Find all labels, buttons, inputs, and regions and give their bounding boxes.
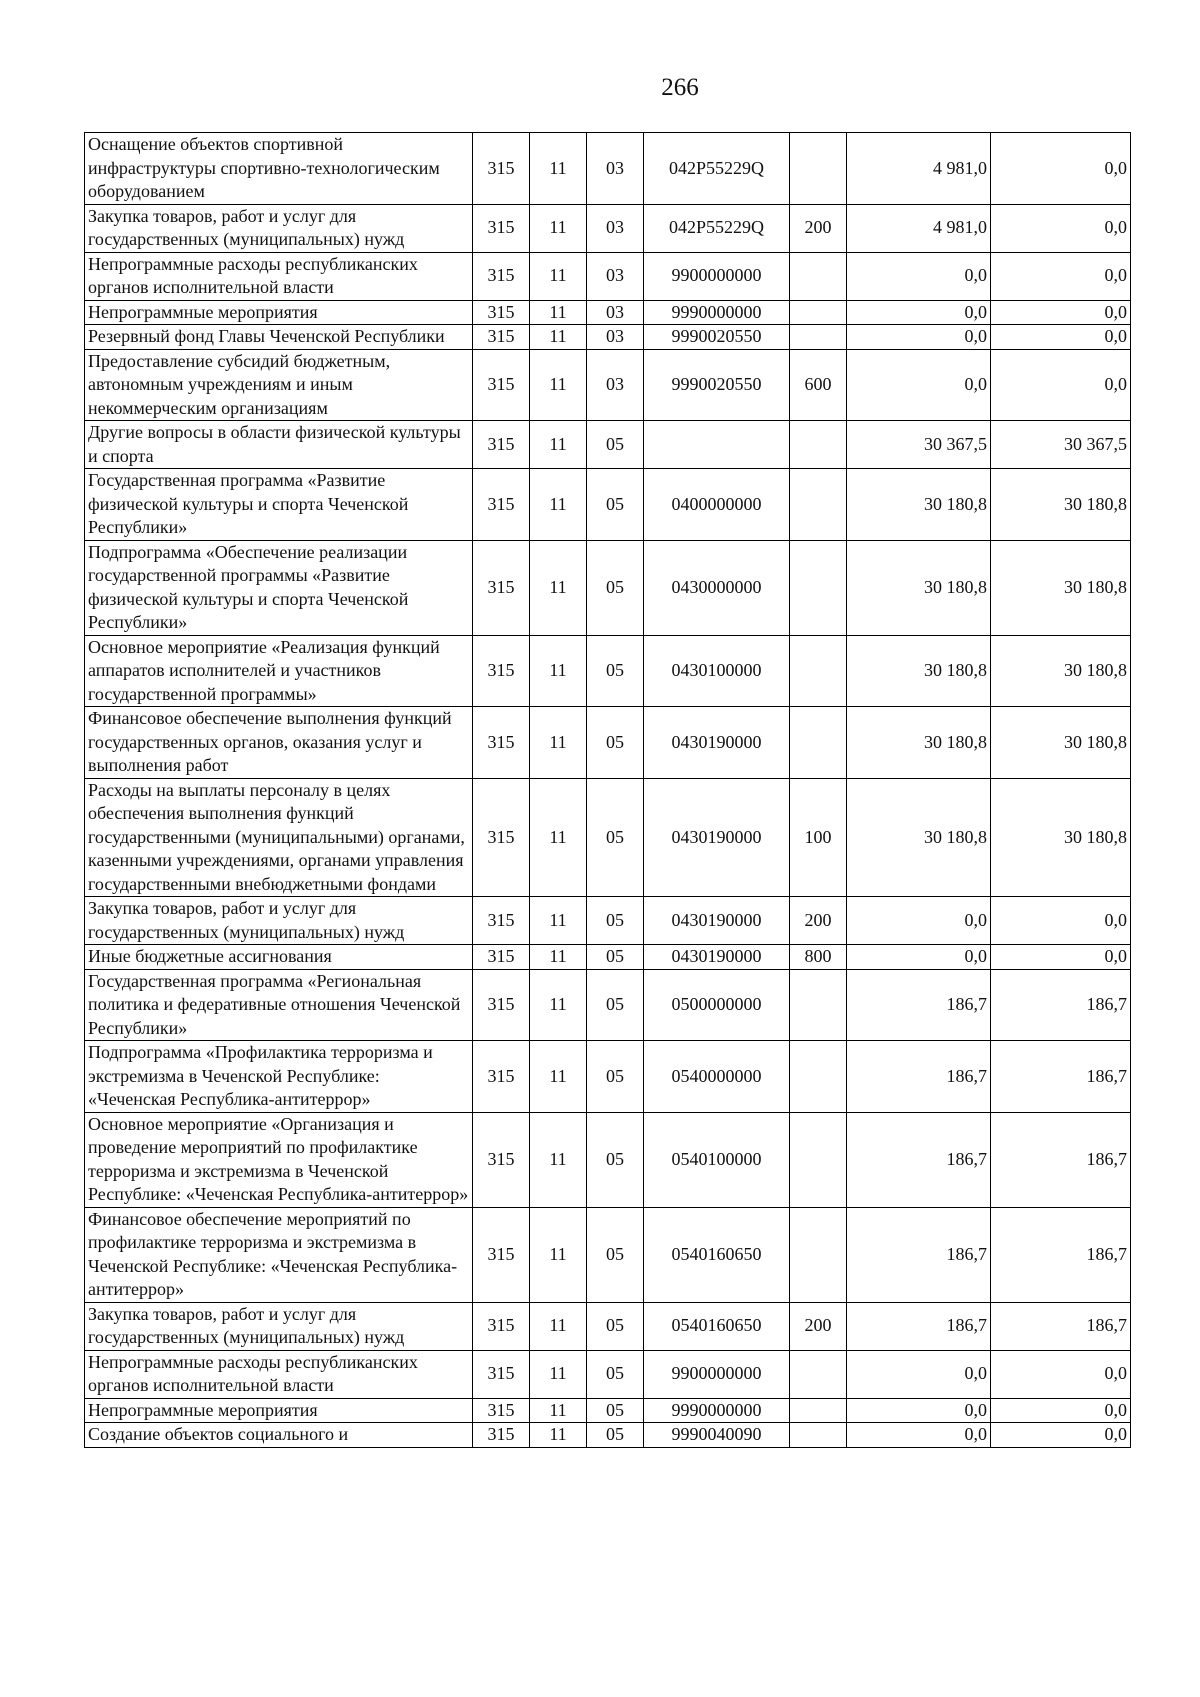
table-row <box>85 204 1131 252</box>
amount-2: 0,0 <box>991 349 1131 421</box>
section-code: 11 <box>530 1207 587 1302</box>
row-name: Резервный фонд Главы Чеченской Республики <box>85 325 473 350</box>
amount-1: 186,7 <box>847 969 991 1041</box>
subsection-code: 05 <box>587 945 644 970</box>
section-code: 11 <box>530 421 587 469</box>
table-row <box>85 469 1131 541</box>
ministry-code: 315 <box>473 1112 530 1207</box>
row-name: Закупка товаров, работ и услуг для государственных (муниципальных) нужд <box>85 1302 473 1350</box>
amount-2: 186,7 <box>991 1041 1131 1113</box>
expense-type-code <box>790 635 847 707</box>
expense-type-code <box>790 325 847 350</box>
amount-1: 4 981,0 <box>847 204 991 252</box>
table-row <box>85 707 1131 779</box>
amount-1: 30 367,5 <box>847 421 991 469</box>
table-row <box>85 300 1131 325</box>
expense-type-code: 100 <box>790 778 847 897</box>
ministry-code: 315 <box>473 945 530 970</box>
amount-2: 30 180,8 <box>991 469 1131 541</box>
expense-type-code <box>790 1207 847 1302</box>
ministry-code: 315 <box>473 349 530 421</box>
row-name: Непрограммные мероприятия <box>85 300 473 325</box>
subsection-code: 05 <box>587 1302 644 1350</box>
table-row <box>85 635 1131 707</box>
amount-1: 30 180,8 <box>847 469 991 541</box>
budget-table <box>84 132 1131 1448</box>
expense-type-code <box>790 540 847 635</box>
expense-type-code <box>790 707 847 779</box>
expense-type-code <box>790 1398 847 1423</box>
section-code: 11 <box>530 540 587 635</box>
section-code: 11 <box>530 469 587 541</box>
subsection-code: 03 <box>587 325 644 350</box>
row-name: Подпрограмма «Обеспечение реализации государственной программы «Развитие физической культуры и спорта Чеченской Республики» <box>85 540 473 635</box>
subsection-code: 03 <box>587 349 644 421</box>
expense-type-code: 200 <box>790 204 847 252</box>
section-code: 11 <box>530 1302 587 1350</box>
target-article-code: 042P55229Q <box>644 133 790 205</box>
expense-type-code <box>790 1350 847 1398</box>
section-code: 11 <box>530 252 587 300</box>
amount-2: 30 180,8 <box>991 540 1131 635</box>
target-article-code: 9990000000 <box>644 1398 790 1423</box>
row-name: Оснащение объектов спортивной инфраструктуры спортивно-технологическим оборудованием <box>85 133 473 205</box>
target-article-code <box>644 421 790 469</box>
expense-type-code <box>790 300 847 325</box>
ministry-code: 315 <box>473 635 530 707</box>
table-row <box>85 540 1131 635</box>
section-code: 11 <box>530 1112 587 1207</box>
amount-2: 0,0 <box>991 945 1131 970</box>
subsection-code: 03 <box>587 133 644 205</box>
expense-type-code <box>790 1041 847 1113</box>
subsection-code: 05 <box>587 1423 644 1448</box>
table-row <box>85 421 1131 469</box>
row-name: Основное мероприятие «Организация и проведение мероприятий по профилактике терроризма и экстремизма в Чеченской Республике: «Чеченская Республика-антитеррор» <box>85 1112 473 1207</box>
amount-1: 0,0 <box>847 1423 991 1448</box>
amount-1: 30 180,8 <box>847 707 991 779</box>
row-name: Создание объектов социального и <box>85 1423 473 1448</box>
amount-1: 186,7 <box>847 1302 991 1350</box>
ministry-code: 315 <box>473 1398 530 1423</box>
amount-2: 0,0 <box>991 1423 1131 1448</box>
amount-2: 0,0 <box>991 300 1131 325</box>
target-article-code: 0430190000 <box>644 778 790 897</box>
ministry-code: 315 <box>473 300 530 325</box>
table-row <box>85 778 1131 897</box>
amount-2: 0,0 <box>991 325 1131 350</box>
target-article-code: 0430000000 <box>644 540 790 635</box>
row-name: Непрограммные расходы республиканских органов исполнительной власти <box>85 252 473 300</box>
row-name: Закупка товаров, работ и услуг для государственных (муниципальных) нужд <box>85 897 473 945</box>
amount-1: 0,0 <box>847 1350 991 1398</box>
table-row <box>85 349 1131 421</box>
table-row <box>85 133 1131 205</box>
row-name: Государственная программа «Развитие физической культуры и спорта Чеченской Республики» <box>85 469 473 541</box>
subsection-code: 05 <box>587 1398 644 1423</box>
subsection-code: 05 <box>587 540 644 635</box>
ministry-code: 315 <box>473 1041 530 1113</box>
target-article-code: 0540000000 <box>644 1041 790 1113</box>
subsection-code: 05 <box>587 421 644 469</box>
expense-type-code <box>790 969 847 1041</box>
section-code: 11 <box>530 635 587 707</box>
amount-2: 0,0 <box>991 252 1131 300</box>
row-name: Финансовое обеспечение выполнения функций государственных органов, оказания услуг и выполнения работ <box>85 707 473 779</box>
amount-2: 0,0 <box>991 133 1131 205</box>
ministry-code: 315 <box>473 133 530 205</box>
target-article-code: 0430190000 <box>644 897 790 945</box>
amount-1: 0,0 <box>847 300 991 325</box>
row-name: Финансовое обеспечение мероприятий по профилактике терроризма и экстремизма в Чеченской Республике: «Чеченская Республика-антитеррор» <box>85 1207 473 1302</box>
section-code: 11 <box>530 945 587 970</box>
section-code: 11 <box>530 1398 587 1423</box>
table-row <box>85 969 1131 1041</box>
target-article-code: 0430190000 <box>644 945 790 970</box>
ministry-code: 315 <box>473 1350 530 1398</box>
expense-type-code <box>790 133 847 205</box>
amount-2: 30 180,8 <box>991 707 1131 779</box>
amount-2: 30 367,5 <box>991 421 1131 469</box>
expense-type-code: 800 <box>790 945 847 970</box>
amount-1: 0,0 <box>847 1398 991 1423</box>
table-row <box>85 1398 1131 1423</box>
ministry-code: 315 <box>473 1207 530 1302</box>
amount-1: 30 180,8 <box>847 778 991 897</box>
row-name: Предоставление субсидий бюджетным, автономным учреждениям и иным некоммерческим организациям <box>85 349 473 421</box>
row-name: Другие вопросы в области физической культуры и спорта <box>85 421 473 469</box>
expense-type-code: 200 <box>790 897 847 945</box>
target-article-code: 9990020550 <box>644 325 790 350</box>
amount-2: 0,0 <box>991 1350 1131 1398</box>
ministry-code: 315 <box>473 1423 530 1448</box>
amount-1: 0,0 <box>847 325 991 350</box>
amount-1: 0,0 <box>847 349 991 421</box>
target-article-code: 0540160650 <box>644 1207 790 1302</box>
row-name: Непрограммные мероприятия <box>85 1398 473 1423</box>
amount-2: 186,7 <box>991 969 1131 1041</box>
subsection-code: 03 <box>587 252 644 300</box>
ministry-code: 315 <box>473 204 530 252</box>
table-row <box>85 1423 1131 1448</box>
target-article-code: 0430100000 <box>644 635 790 707</box>
row-name: Закупка товаров, работ и услуг для государственных (муниципальных) нужд <box>85 204 473 252</box>
amount-1: 30 180,8 <box>847 540 991 635</box>
amount-2: 30 180,8 <box>991 635 1131 707</box>
amount-2: 0,0 <box>991 1398 1131 1423</box>
row-name: Иные бюджетные ассигнования <box>85 945 473 970</box>
table-row <box>85 1041 1131 1113</box>
subsection-code: 05 <box>587 707 644 779</box>
subsection-code: 05 <box>587 1350 644 1398</box>
target-article-code: 0540160650 <box>644 1302 790 1350</box>
amount-1: 0,0 <box>847 945 991 970</box>
section-code: 11 <box>530 1350 587 1398</box>
section-code: 11 <box>530 1423 587 1448</box>
amount-2: 0,0 <box>991 204 1131 252</box>
page-number: 266 <box>661 74 699 101</box>
table-row <box>85 1350 1131 1398</box>
ministry-code: 315 <box>473 325 530 350</box>
amount-1: 30 180,8 <box>847 635 991 707</box>
section-code: 11 <box>530 204 587 252</box>
amount-1: 0,0 <box>847 897 991 945</box>
expense-type-code <box>790 252 847 300</box>
amount-1: 186,7 <box>847 1041 991 1113</box>
amount-2: 186,7 <box>991 1302 1131 1350</box>
section-code: 11 <box>530 1041 587 1113</box>
row-name: Государственная программа «Региональная политика и федеративные отношения Чеченской Республики» <box>85 969 473 1041</box>
section-code: 11 <box>530 707 587 779</box>
subsection-code: 05 <box>587 1207 644 1302</box>
target-article-code: 9990020550 <box>644 349 790 421</box>
subsection-code: 05 <box>587 1112 644 1207</box>
expense-type-code <box>790 469 847 541</box>
expense-type-code: 200 <box>790 1302 847 1350</box>
subsection-code: 03 <box>587 204 644 252</box>
table-row <box>85 1302 1131 1350</box>
subsection-code: 05 <box>587 1041 644 1113</box>
subsection-code: 05 <box>587 897 644 945</box>
amount-1: 186,7 <box>847 1207 991 1302</box>
ministry-code: 315 <box>473 540 530 635</box>
ministry-code: 315 <box>473 969 530 1041</box>
section-code: 11 <box>530 325 587 350</box>
ministry-code: 315 <box>473 421 530 469</box>
target-article-code: 9990000000 <box>644 300 790 325</box>
table-row <box>85 897 1131 945</box>
expense-type-code <box>790 1112 847 1207</box>
table-row <box>85 325 1131 350</box>
amount-2: 186,7 <box>991 1112 1131 1207</box>
subsection-code: 03 <box>587 300 644 325</box>
table-row <box>85 945 1131 970</box>
amount-1: 4 981,0 <box>847 133 991 205</box>
target-article-code: 9900000000 <box>644 1350 790 1398</box>
amount-1: 186,7 <box>847 1112 991 1207</box>
row-name: Непрограммные расходы республиканских органов исполнительной власти <box>85 1350 473 1398</box>
section-code: 11 <box>530 133 587 205</box>
target-article-code: 9900000000 <box>644 252 790 300</box>
amount-2: 0,0 <box>991 897 1131 945</box>
ministry-code: 315 <box>473 252 530 300</box>
target-article-code: 9990040090 <box>644 1423 790 1448</box>
ministry-code: 315 <box>473 469 530 541</box>
section-code: 11 <box>530 897 587 945</box>
row-name: Подпрограмма «Профилактика терроризма и экстремизма в Чеченской Республике: «Чеченская Республика-антитеррор» <box>85 1041 473 1113</box>
ministry-code: 315 <box>473 778 530 897</box>
target-article-code: 0430190000 <box>644 707 790 779</box>
expense-type-code: 600 <box>790 349 847 421</box>
ministry-code: 315 <box>473 707 530 779</box>
table-row <box>85 1207 1131 1302</box>
subsection-code: 05 <box>587 635 644 707</box>
section-code: 11 <box>530 349 587 421</box>
amount-2: 186,7 <box>991 1207 1131 1302</box>
target-article-code: 0500000000 <box>644 969 790 1041</box>
section-code: 11 <box>530 300 587 325</box>
subsection-code: 05 <box>587 469 644 541</box>
subsection-code: 05 <box>587 969 644 1041</box>
amount-1: 0,0 <box>847 252 991 300</box>
amount-2: 30 180,8 <box>991 778 1131 897</box>
table-row <box>85 252 1131 300</box>
row-name: Основное мероприятие «Реализация функций аппаратов исполнителей и участников государственной программы» <box>85 635 473 707</box>
ministry-code: 315 <box>473 897 530 945</box>
row-name: Расходы на выплаты персоналу в целях обеспечения выполнения функций государственными (муниципальными) органами, казенными учреждениями, органами управления государственными внебюджетными фондами <box>85 778 473 897</box>
expense-type-code <box>790 421 847 469</box>
ministry-code: 315 <box>473 1302 530 1350</box>
target-article-code: 0540100000 <box>644 1112 790 1207</box>
section-code: 11 <box>530 778 587 897</box>
section-code: 11 <box>530 969 587 1041</box>
target-article-code: 0400000000 <box>644 469 790 541</box>
subsection-code: 05 <box>587 778 644 897</box>
expense-type-code <box>790 1423 847 1448</box>
target-article-code: 042P55229Q <box>644 204 790 252</box>
table-row <box>85 1112 1131 1207</box>
